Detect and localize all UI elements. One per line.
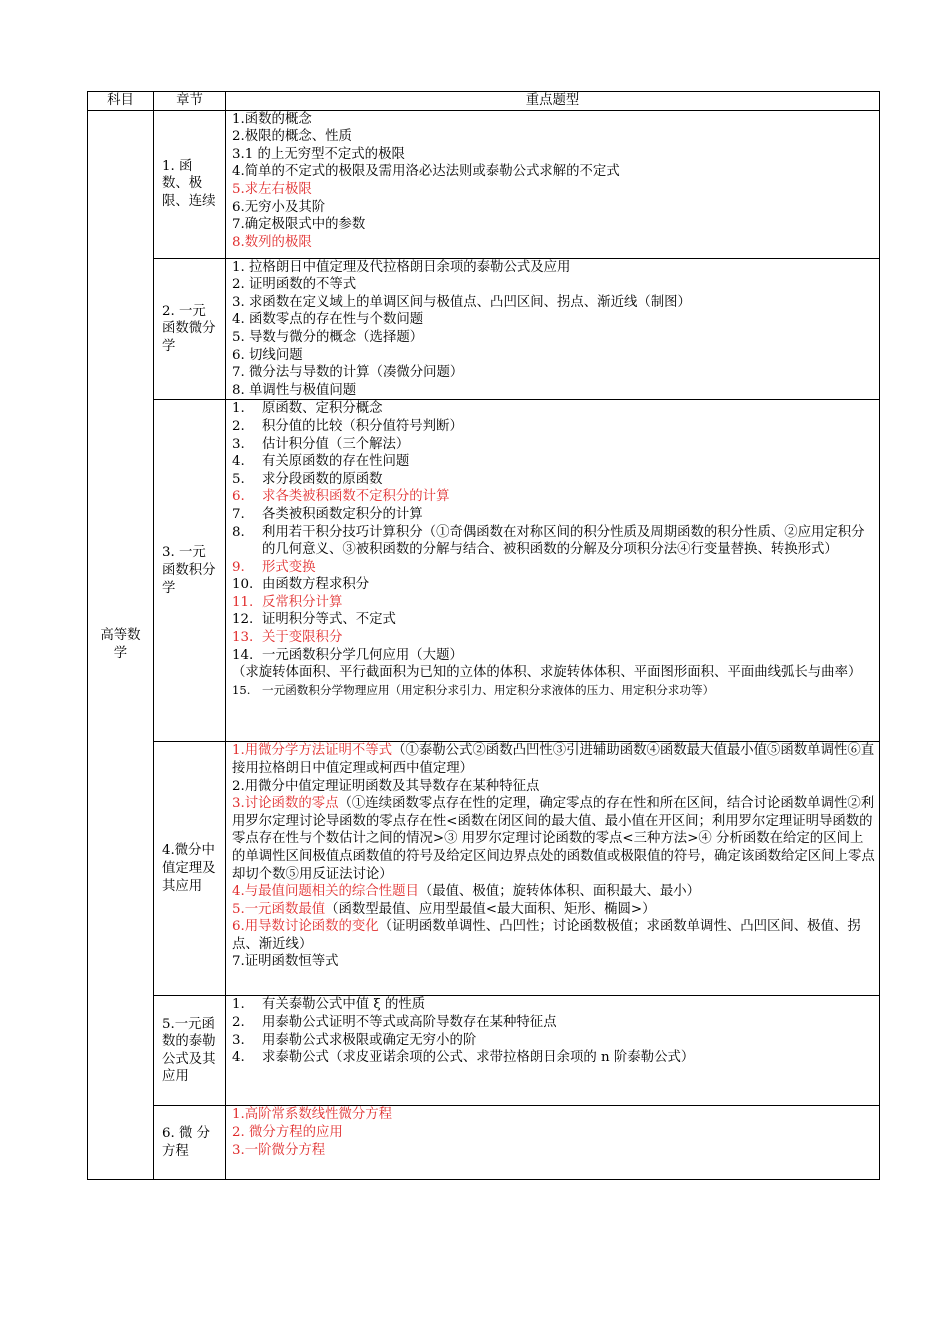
topic-detail: 7.证明函数恒等式 xyxy=(232,954,339,970)
topic-text: 求各类被积函数不定积分的计算 xyxy=(262,489,450,505)
topic-item xyxy=(232,559,875,577)
topic-item xyxy=(232,1032,875,1050)
section-row xyxy=(88,110,880,258)
topic-text: 有关原函数的存在性问题 xyxy=(262,454,410,470)
topic-text: 用泰勒公式求极限或确定无穷小的阶 xyxy=(262,1032,477,1048)
topic-item xyxy=(232,400,875,418)
topic-item: 6.无穷小及其阶 xyxy=(232,199,326,215)
topic-number: 1. xyxy=(232,401,245,417)
topic-item xyxy=(232,918,875,953)
topic-number: 12. xyxy=(232,612,254,628)
chapter-cell: 5.一元函数的泰勒公式及其应用 xyxy=(154,996,226,1106)
topic-text: 有关泰勒公式中值 ξ 的性质 xyxy=(262,997,426,1013)
topic-detail: （①连续函数零点存在性的定理，确定零点的存在性和所在区间，结合讨论函数单调性②利用罗尔定理讨论导函数的零点存在性<函数在闭区间的最大值、最小值在开区间；利用罗尔定理证明导函数的零点存在性与个数估计之间的情况>③ 用罗尔定理讨论函数的零点<三种方法>④ 分析函数在给定的区间上的单调性区间极值点函数值的符号及给定区间边界点处的函数值或极限值的符号，确定该函数给定区间上零点却切个数⑤用反证法讨论） xyxy=(232,796,875,882)
topic-item xyxy=(232,471,875,489)
topic-highlight: 3.讨论函数的零点 xyxy=(232,796,339,812)
topics-cell xyxy=(226,1106,880,1180)
topic-text: 反常积分计算 xyxy=(262,594,343,610)
topic-text: 利用若干积分技巧计算积分（①奇偶函数在对称区间的积分性质及周期函数的积分性质、②应用定积分的几何意义、③被积函数的分解与结合、被积函数的分解及分项积分法④行变量替换、转换形式） xyxy=(262,524,865,558)
topic-item xyxy=(232,682,875,700)
topic-text: 原函数、定积分概念 xyxy=(262,401,383,417)
topic-item xyxy=(232,883,875,901)
topic-item xyxy=(232,742,875,777)
topic-number: 6. xyxy=(232,489,245,505)
topic-item: 3.1 的上无穷型不定式的极限 xyxy=(232,146,405,162)
topic-highlight: 6.用导数讨论函数的变化 xyxy=(232,919,379,935)
topic-item: 7.确定极限式中的参数 xyxy=(232,217,366,233)
chapter-cell: 1. 函数、极限、连续 xyxy=(154,110,226,258)
topic-item: 4. 函数零点的存在性与个数问题 xyxy=(232,312,424,328)
chapter-cell: 2. 一元函数微分学 xyxy=(154,258,226,400)
topic-item: 2.极限的概念、性质 xyxy=(232,129,352,145)
topic-number: 11. xyxy=(232,594,254,610)
topic-number: 3. xyxy=(232,1032,245,1048)
topic-number: 9. xyxy=(232,559,245,575)
topic-detail: （①泰勒公式②函数凸凹性③引进辅助函数④函数最大值最小值⑤函数单调性⑥直接用拉格朗日中值定理或柯西中值定理） xyxy=(232,743,875,776)
topic-item xyxy=(232,647,875,665)
topics-cell xyxy=(226,742,880,996)
section-row xyxy=(88,1106,880,1180)
topic-number: 13. xyxy=(232,630,254,646)
topic-item xyxy=(232,506,875,524)
section-row xyxy=(88,996,880,1106)
topic-item: 1.函数的概念 xyxy=(232,111,312,127)
header-row xyxy=(88,92,880,111)
section-row xyxy=(88,742,880,996)
header-subject: 科目 xyxy=(88,92,154,111)
topic-item xyxy=(232,629,875,647)
topic-number: 2. xyxy=(232,1014,245,1030)
topic-text: 证明积分等式、不定式 xyxy=(262,612,396,628)
topic-highlight: 5.一元函数最值 xyxy=(232,901,326,917)
topic-item: （求旋转体面积、平行截面积为已知的立体的体积、求旋转体体积、平面图形面积、平面曲线弧长与曲率） xyxy=(232,665,862,681)
topic-item: 4.简单的不定式的极限及需用洛必达法则或泰勒公式求解的不定式 xyxy=(232,164,620,180)
topic-item xyxy=(232,576,875,594)
topic-item: 5. 导数与微分的概念（选择题） xyxy=(232,329,424,345)
topic-item: 5.求左右极限 xyxy=(232,181,312,197)
topic-item xyxy=(232,1049,875,1067)
topic-text: 关于变限积分 xyxy=(262,630,343,646)
topic-item: 2. 证明函数的不等式 xyxy=(232,277,357,293)
topic-number: 2. xyxy=(232,418,245,434)
topic-number: 1. xyxy=(232,997,245,1013)
topic-item: 1. 拉格朗日中值定理及代拉格朗日余项的泰勒公式及应用 xyxy=(232,259,571,275)
topic-number: 3. xyxy=(232,436,245,452)
topic-number: 8. xyxy=(232,524,245,540)
topic-text: 求分段函数的原函数 xyxy=(262,471,383,487)
topic-item: 1.高阶常系数线性微分方程 xyxy=(232,1107,393,1123)
topic-number: 14. xyxy=(232,647,254,663)
topic-highlight: 4.与最值问题相关的综合性题目 xyxy=(232,884,419,900)
topic-item xyxy=(232,901,875,919)
topic-item xyxy=(232,594,875,612)
topic-text: 形式变换 xyxy=(262,559,316,575)
header-chapter: 章节 xyxy=(154,92,226,111)
topic-text: 一元函数积分学物理应用（用定积分求引力、用定积分求液体的压力、用定积分求功等） xyxy=(262,682,715,697)
topic-item xyxy=(232,953,875,971)
topic-detail: 2.用微分中值定理证明函数及其导数存在某种特征点 xyxy=(232,778,540,794)
topic-number: 4. xyxy=(232,454,245,470)
topic-text: 求泰勒公式（求皮亚诺余项的公式、求带拉格朗日余项的 n 阶泰勒公式） xyxy=(262,1050,695,1066)
topic-detail: （函数型最值、应用型最值<最大面积、矩形、椭圆>） xyxy=(325,901,656,917)
header-key-types: 重点题型 xyxy=(226,92,880,111)
topic-item xyxy=(232,778,875,796)
topic-item: 2. 微分方程的应用 xyxy=(232,1124,343,1140)
topic-number: 4. xyxy=(232,1050,245,1066)
topic-item: 8.数列的极限 xyxy=(232,234,312,250)
topic-number: 10. xyxy=(232,577,254,593)
key-topics-table xyxy=(87,91,880,1180)
topics-cell xyxy=(226,110,880,258)
topic-item xyxy=(232,795,875,883)
topics-cell xyxy=(226,996,880,1106)
chapter-cell: 4.微分中值定理及其应用 xyxy=(154,742,226,996)
chapter-cell: 3. 一元函数积分学 xyxy=(154,400,226,742)
topic-item: 8. 单调性与极值问题 xyxy=(232,382,357,398)
topic-detail: （证明函数单调性、凸凹性；讨论函数极值；求函数单调性、凸凹区间、极值、拐点、渐近线） xyxy=(232,919,861,952)
topic-detail: （最值、极值；旋转体体积、面积最大、最小） xyxy=(418,884,701,900)
topic-number: 15. xyxy=(232,682,251,697)
topics-cell xyxy=(226,258,880,400)
topic-item xyxy=(232,524,875,559)
topic-item xyxy=(232,418,875,436)
topic-number: 7. xyxy=(232,506,245,522)
section-row xyxy=(88,400,880,742)
topic-item: 3.一阶微分方程 xyxy=(232,1142,326,1158)
topic-text: 各类被积函数定积分的计算 xyxy=(262,506,423,522)
topic-text: 一元函数积分学几何应用（大题） xyxy=(262,647,463,663)
topic-highlight: 1.用微分学方法证明不等式 xyxy=(232,743,393,759)
topic-item xyxy=(232,611,875,629)
topic-item: 6. 切线问题 xyxy=(232,347,303,363)
topic-item xyxy=(232,453,875,471)
section-row xyxy=(88,258,880,400)
chapter-cell: 6. 微 分方程 xyxy=(154,1106,226,1180)
topic-item: 3. 求函数在定义域上的单调区间与极值点、凸凹区间、拐点、渐近线（制图） xyxy=(232,294,691,310)
topic-item xyxy=(232,1014,875,1032)
subject-cell: 高等数学 xyxy=(88,110,154,1180)
topic-number: 5. xyxy=(232,471,245,487)
topics-cell xyxy=(226,400,880,742)
topic-text: 估计积分值（三个解法） xyxy=(262,436,410,452)
topic-item: 7. 微分法与导数的计算（凑微分问题） xyxy=(232,365,464,381)
topic-item xyxy=(232,488,875,506)
topic-item xyxy=(232,436,875,454)
topic-item xyxy=(232,996,875,1014)
topic-text: 积分值的比较（积分值符号判断） xyxy=(262,418,463,434)
topic-text: 由函数方程求积分 xyxy=(262,577,370,593)
topic-text: 用泰勒公式证明不等式或高阶导数存在某种特征点 xyxy=(262,1014,557,1030)
